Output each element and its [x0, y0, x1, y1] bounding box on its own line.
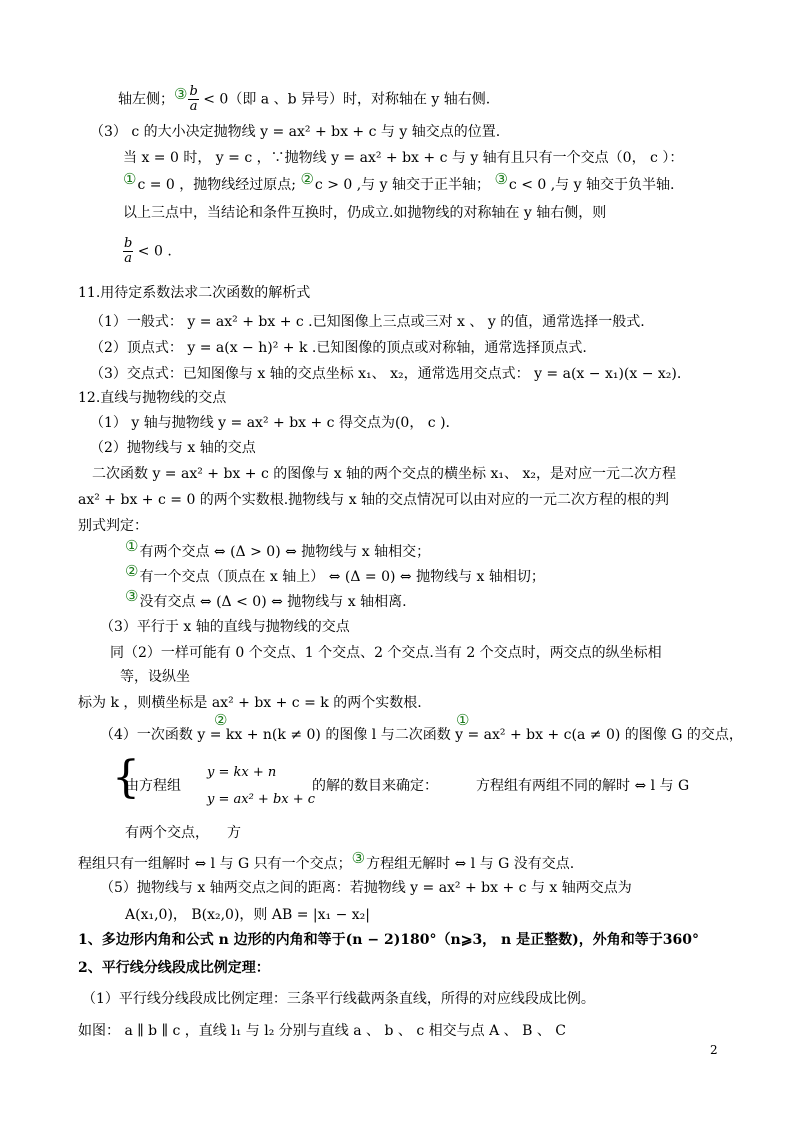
marker-2: ② [125, 562, 139, 580]
text-line: （2）顶点式： y = a(x − h)² + k .已知图像的顶点或对称轴，通常选择顶点式. [90, 340, 587, 356]
text-line: ①c = 0 ，抛物线经过原点; ②c > 0 ,与 y 轴交于正半轴； ③c < 0 ,与 y 轴交于负半轴. [123, 170, 675, 193]
page-number: 2 [710, 1043, 718, 1057]
text-line: ax² + bx + c = 0 的两个实数根.抛物线与 x 轴的交点情况可以由对应的一元二次方程的根的判 [78, 492, 670, 508]
text-line: 如图： a ∥ b ∥ c ，直线 l₁ 与 l₂ 分别与直线 a 、 b 、 c 相交与点 A 、 B 、 C [78, 1023, 566, 1039]
section-heading: 12.直线与抛物线的交点 [78, 390, 227, 406]
text-line: 等，设纵坐 [120, 669, 190, 685]
equation-brace: { [112, 752, 140, 803]
text-line: $\frac{b}{a}$ < 0 . [124, 236, 172, 266]
marker-3: ③ [351, 849, 366, 867]
equation-2: y = ax² + bx + c [207, 792, 316, 807]
text-line: 由方程组 [125, 778, 181, 794]
text-line: 有两个交点， 方 [125, 825, 241, 841]
marker-3: ③ [174, 84, 188, 103]
marker-2: ② [214, 711, 228, 729]
text-line: 二次函数 y = ax² + bx + c 的图像与 x 轴的两个交点的横坐标 x₁、 x₂，是对应一元二次方程 [92, 466, 676, 482]
text-line: （3）交点式：已知图像与 x 轴的交点坐标 x₁、 x₂，通常选用交点式： y = a(x − x₁)(x − x₂). [90, 366, 682, 382]
fraction: $\frac{b}{a}$ [124, 236, 133, 266]
text-line: （1）一般式： y = ax² + bx + c .已知图像上三点或三对 x 、 y 的值，通常选择一般式. [90, 314, 645, 330]
text-line: 的解的数目来确定： [312, 778, 438, 794]
text-line: （3）平行于 x 轴的直线与抛物线的交点 [100, 619, 350, 635]
marker-1: ① [125, 537, 139, 555]
text-line: ②有一个交点（顶点在 x 轴上） ⇔ (Δ = 0) ⇔ 抛物线与 x 轴相切； [125, 562, 545, 585]
text-line: 当 x = 0 时， y = c ，∵抛物线 y = ax² + bx + c 与 y 轴有且只有一个交点（0， c ）： [123, 150, 684, 166]
text-line: 轴左侧；③ $\frac{b}{a}$ < 0（即 a 、b 异号）时，对称轴在 y 轴右侧. [118, 84, 491, 114]
text-line: 程组只有一组解时 ⇔ l 与 G 只有一个交点；③方程组无解时 ⇔ l 与 G 没有交点. [78, 849, 575, 872]
section-heading: 1、多边形内角和公式 n 边形的内角和等于(n − 2)180°（n⩾3， n 是正整数)，外角和等于360° [78, 932, 699, 948]
marker-1: ① [456, 711, 470, 729]
text-line: （3） c 的大小决定抛物线 y = ax² + bx + c 与 y 轴交点的位置. [90, 124, 501, 140]
text-line: （4）一次函数 y = kx + n(k ≠ 0) 的图像 l 与二次函数 y = ax² + bx + c(a ≠ 0) 的图像 G 的交点， [100, 727, 743, 743]
fraction: $\frac{b}{a}$ [189, 84, 198, 114]
section-heading: 11.用待定系数法求二次函数的解析式 [78, 285, 311, 301]
text-line: ①有两个交点 ⇔ (Δ > 0) ⇔ 抛物线与 x 轴相交； [125, 537, 431, 560]
text-line: （2）抛物线与 x 轴的交点 [90, 440, 256, 456]
equation-1: y = kx + n [207, 765, 277, 780]
text-line: A(x₁,0)， B(x₂,0)，则 AB = |x₁ − x₂| [125, 907, 370, 923]
text-line: ③没有交点 ⇔ (Δ < 0) ⇔ 抛物线与 x 轴相离. [125, 587, 407, 610]
marker-1: ① [123, 170, 137, 188]
text-line: （1） y 轴与抛物线 y = ax² + bx + c 得交点为(0， c ). [90, 415, 450, 431]
text-line: （5）抛物线与 x 轴两交点之间的距离：若抛物线 y = ax² + bx + c 与 x 轴两交点为 [100, 880, 632, 896]
text-line: 以上三点中，当结论和条件互换时，仍成立.如抛物线的对称轴在 y 轴右侧，则 [123, 205, 607, 221]
text-line: （1）平行线分线段成比例定理：三条平行线截两条直线，所得的对应线段成比例。 [82, 991, 595, 1007]
text-line: 标为 k ，则横坐标是 ax² + bx + c = k 的两个实数根. [78, 695, 422, 711]
text-line: 方程组有两组不同的解时 ⇔ l 与 G [476, 778, 690, 794]
marker-2: ② [300, 170, 314, 188]
marker-3: ③ [125, 587, 139, 605]
section-heading: 2、平行线分线段成比例定理： [78, 960, 270, 976]
text-line: 同（2）一样可能有 0 个交点、1 个交点、2 个交点.当有 2 个交点时，两交点的纵坐标相 [110, 645, 662, 661]
marker-3: ③ [494, 170, 508, 188]
text-line: 别式判定： [78, 518, 148, 534]
